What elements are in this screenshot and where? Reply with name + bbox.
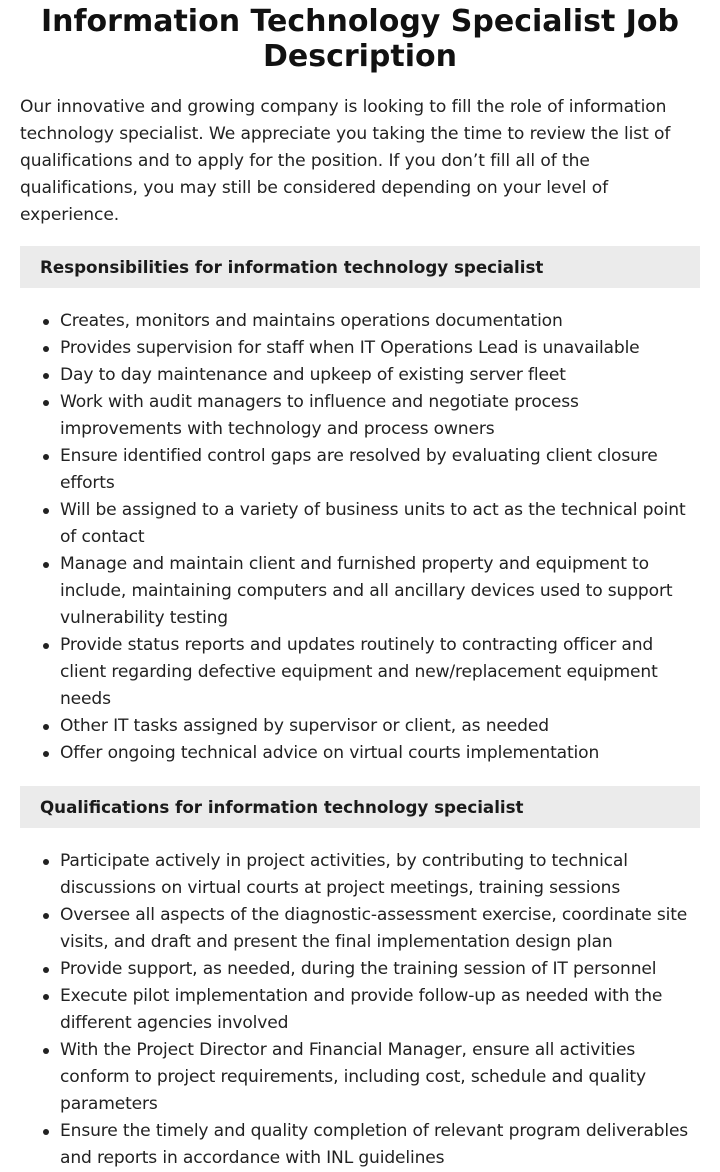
list-item: Ensure identified control gaps are resolved by evaluating client closure efforts xyxy=(60,443,700,497)
intro-paragraph: Our innovative and growing company is looking to fill the role of information technology specialist. We appreciate you taking the time to review the list of qualifications and to apply for the position. If you don’t fill all of the qualifications, you may still be considered depending on your level of experience. xyxy=(20,97,671,225)
list-item: Participate actively in project activities, by contributing to technical discussions on virtual courts at project meetings, training sessions xyxy=(60,848,700,902)
qualifications-list xyxy=(20,848,700,1172)
qualifications-heading: Qualifications for information technology specialist xyxy=(20,786,700,828)
list-item: Work with audit managers to influence and negotiate process improvements with technology and process owners xyxy=(60,389,700,443)
job-description-page xyxy=(0,4,720,1172)
responsibilities-list xyxy=(20,308,700,767)
list-item: Oversee all aspects of the diagnostic-assessment exercise, coordinate site visits, and draft and present the final implementation design plan xyxy=(60,902,700,956)
list-item: Provide support, as needed, during the training session of IT personnel xyxy=(60,956,700,983)
list-item: Offer ongoing technical advice on virtual courts implementation xyxy=(60,740,700,767)
list-item: Other IT tasks assigned by supervisor or client, as needed xyxy=(60,713,700,740)
list-item: Provide status reports and updates routinely to contracting officer and client regarding defective equipment and new/replacement equipment needs xyxy=(60,632,700,713)
list-item: Execute pilot implementation and provide follow-up as needed with the different agencies involved xyxy=(60,983,700,1037)
page-title: Information Technology Specialist Job Description xyxy=(40,4,679,74)
list-item: Will be assigned to a variety of business units to act as the technical point of contact xyxy=(60,497,700,551)
list-item: Ensure the timely and quality completion of relevant program deliverables and reports in accordance with INL guidelines xyxy=(60,1118,700,1172)
list-item: Provides supervision for staff when IT Operations Lead is unavailable xyxy=(60,335,700,362)
list-item: With the Project Director and Financial Manager, ensure all activities conform to project requirements, including cost, schedule and quality parameters xyxy=(60,1037,700,1118)
list-item: Creates, monitors and maintains operations documentation xyxy=(60,308,700,335)
list-item: Manage and maintain client and furnished property and equipment to include, maintaining computers and all ancillary devices used to support vulnerability testing xyxy=(60,551,700,632)
list-item: Day to day maintenance and upkeep of existing server fleet xyxy=(60,362,700,389)
responsibilities-heading: Responsibilities for information technology specialist xyxy=(20,246,700,288)
